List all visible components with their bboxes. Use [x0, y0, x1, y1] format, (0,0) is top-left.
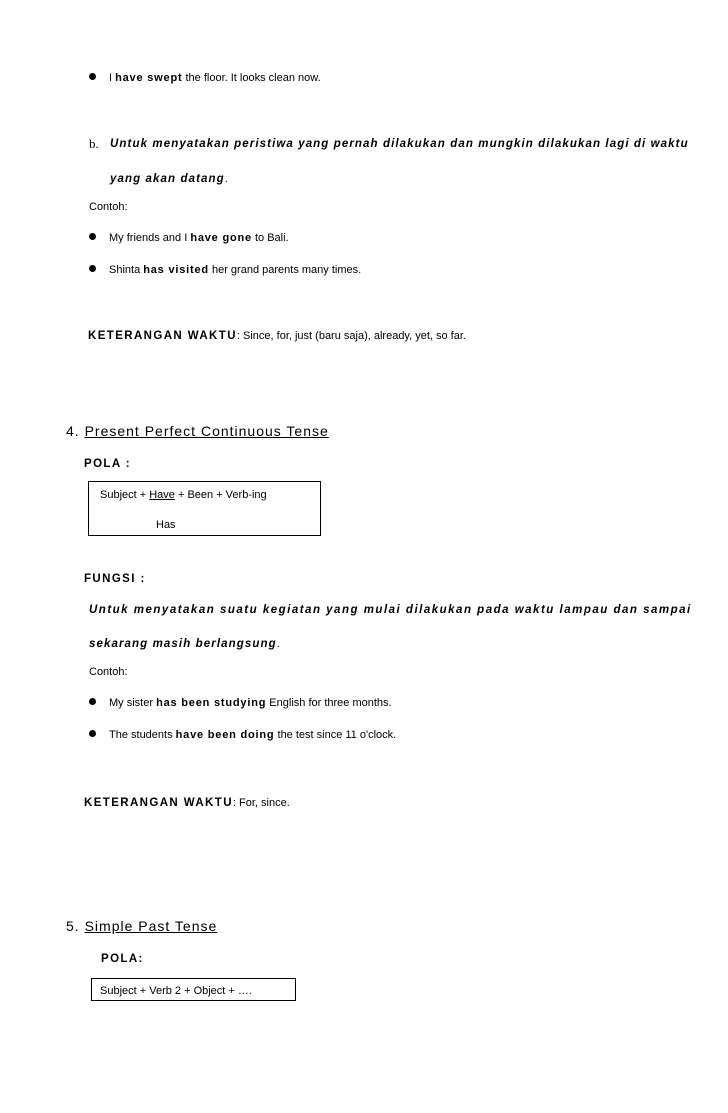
formula-text: + Been + Verb-ing	[174, 489, 267, 501]
example-text: the floor. It looks clean now.	[182, 72, 321, 84]
keterangan-text: : For, since.	[232, 797, 290, 809]
contoh-label: Contoh:	[89, 201, 128, 213]
keterangan-text: : Since, for, just (baru saja), already, yet, so far.	[236, 330, 466, 342]
example-verb: has visited	[143, 264, 209, 276]
function-line-2-text: yang akan datang	[110, 173, 225, 185]
formula-text: Subject +	[100, 489, 150, 501]
bullet-icon	[89, 698, 96, 705]
section-4-heading	[66, 423, 329, 439]
keterangan-waktu-4	[84, 793, 290, 811]
function-line-1: Untuk menyatakan peristiwa yang pernah dilakukan dan mungkin dilakukan lagi di waktu	[110, 138, 689, 150]
example-text: her grand parents many times.	[208, 264, 362, 276]
keterangan-label: KETERANGAN WAKTU	[84, 797, 233, 809]
bullet-icon	[89, 730, 96, 737]
keterangan-waktu-3	[88, 326, 466, 344]
example-text: English for three months.	[266, 697, 392, 709]
example-verb: have been doing	[175, 729, 275, 741]
example-text: My sister	[109, 697, 157, 709]
example-bullet-swept	[89, 72, 321, 84]
list-marker-b: b.	[89, 136, 99, 151]
formula-has: Has	[156, 519, 176, 531]
example-bullet-visited	[89, 264, 361, 276]
example-text: My friends and I	[109, 232, 191, 244]
function-line-2	[110, 169, 228, 187]
formula-text: Subject + Verb 2 + Object + ….	[100, 985, 252, 997]
example-verb: have swept	[115, 72, 183, 84]
section-number: 5.	[66, 918, 85, 934]
fungsi-line-2	[89, 634, 280, 652]
section-5-heading	[66, 918, 217, 934]
contoh-label: Contoh:	[89, 666, 128, 678]
keterangan-label: KETERANGAN WAKTU	[88, 330, 237, 342]
example-bullet-gone	[89, 232, 289, 244]
section-title: Present Perfect Continuous Tense	[84, 423, 329, 439]
example-text: I	[109, 72, 116, 84]
pola-label: POLA:	[101, 953, 144, 965]
section-title: Simple Past Tense	[84, 918, 218, 934]
punct: .	[224, 173, 228, 185]
pola-label: POLA :	[84, 458, 131, 470]
example-verb: have gone	[190, 232, 252, 244]
example-bullet-doing	[89, 729, 396, 741]
formula-have: Have	[149, 489, 175, 501]
bullet-icon	[89, 233, 96, 240]
example-text: The students	[109, 729, 176, 741]
formula-line-1	[100, 489, 267, 501]
fungsi-line-1: Untuk menyatakan suatu kegiatan yang mulai dilakukan pada waktu lampau dan sampai	[89, 604, 692, 616]
punct: .	[276, 638, 280, 650]
example-text: Shinta	[109, 264, 144, 276]
example-bullet-studying	[89, 697, 392, 709]
fungsi-label: FUNGSI :	[84, 573, 146, 585]
section-number: 4.	[66, 423, 85, 439]
bullet-icon	[89, 265, 96, 272]
example-text: the test since 11 o'clock.	[274, 729, 397, 741]
bullet-icon	[89, 73, 96, 80]
example-verb: has been studying	[156, 697, 267, 709]
example-text: to Bali.	[251, 232, 289, 244]
fungsi-line-2-text: sekarang masih berlangsung	[89, 638, 277, 650]
